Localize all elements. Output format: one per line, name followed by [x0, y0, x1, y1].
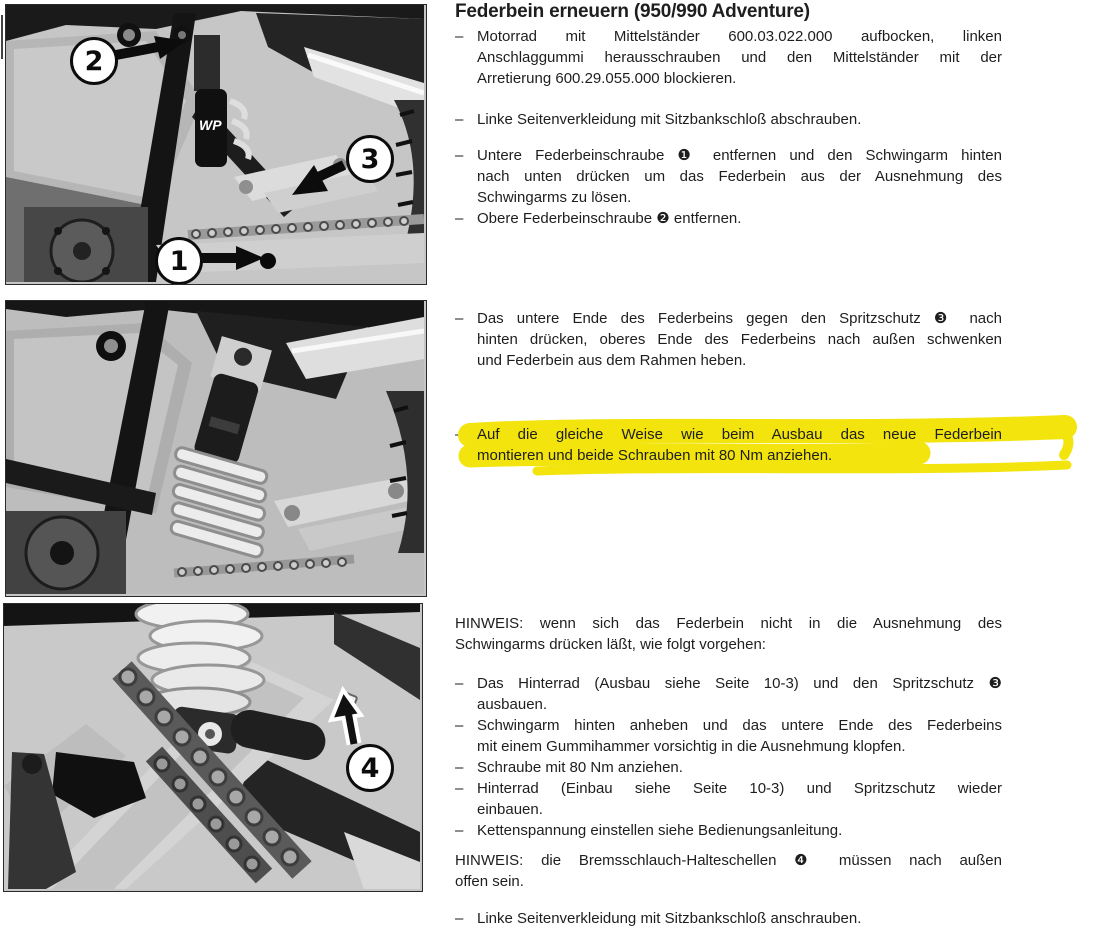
- paragraph-lines: [477, 424, 1002, 466]
- note-paragraph: [455, 850, 1002, 892]
- engine-cover: [24, 207, 148, 282]
- text-line: Linke Seitenverkleidung mit Sitzbankschloß anschrauben.: [477, 910, 862, 927]
- instruction-item: [455, 673, 1002, 715]
- photo-shock-removal: [5, 300, 427, 597]
- paragraph-lines: [477, 109, 1002, 130]
- paragraph-lines: [477, 820, 1002, 841]
- instruction-item: [455, 820, 1002, 841]
- note-paragraph: [455, 613, 1002, 655]
- bullet-dash: –: [455, 210, 464, 227]
- paragraph-lines: [477, 757, 1002, 778]
- bullet-dash: –: [455, 717, 464, 734]
- bullet-dash: –: [455, 822, 464, 839]
- callout-3: 3: [346, 135, 394, 183]
- photo-middle-scene: [6, 301, 424, 594]
- callout-1: 1: [155, 237, 203, 285]
- bullet-dash: –: [455, 111, 464, 128]
- instruction-item: [455, 308, 1002, 371]
- paragraph-lines: [477, 778, 1002, 820]
- instruction-item: [455, 757, 1002, 778]
- text-line: Schwingarm hinten anheben und das untere Ende des Federbeins: [477, 717, 1002, 734]
- text-line: Schraube mit 80 Nm anziehen.: [477, 759, 683, 776]
- instruction-list: [455, 26, 1002, 929]
- paragraph-lines: [477, 715, 1002, 757]
- text-line: Das Hinterrad (Ausbau siehe Seite 10-3) und den Spritzschutz ❸: [477, 675, 1002, 692]
- instruction-item: [455, 908, 1002, 929]
- text-line: Hinterrad (Einbau siehe Seite 10-3) und Spritzschutz wieder: [477, 780, 1002, 797]
- text-line: Motorrad mit Mittelständer 600.03.022.000 aufbocken, linken: [477, 28, 1002, 45]
- instruction-item: [455, 26, 1002, 89]
- photo-rear-shock-overview: [5, 4, 427, 285]
- highlighted-text-line: Auf die gleiche Weise wie beim Ausbau das neue Federbein: [477, 426, 1002, 443]
- instruction-item: [455, 424, 1002, 466]
- callout-4: 4: [346, 744, 394, 792]
- wp-logo: WP: [199, 117, 222, 133]
- text-line: mit einem Gummihammer vorsichtig in die Ausnehmung klopfen.: [477, 738, 906, 755]
- bullet-dash: –: [455, 910, 464, 927]
- bullet-dash: –: [455, 28, 464, 45]
- text-line: hinten drücken, oberes Ende des Federbeins nach außen schwenken: [477, 331, 1002, 348]
- text-line: Arretierung 600.29.055.000 blockieren.: [477, 70, 737, 87]
- instruction-item: [455, 145, 1002, 208]
- instruction-item: [455, 778, 1002, 820]
- instruction-item: [455, 715, 1002, 757]
- text-line: Das untere Ende des Federbeins gegen den Spritzschutz ❸ nach: [477, 310, 1002, 327]
- highlighted-text-line: montieren und beide Schrauben mit 80 Nm anziehen.: [477, 447, 833, 464]
- paragraph-lines: [477, 673, 1002, 715]
- text-line: Linke Seitenverkleidung mit Sitzbankschloß abschrauben.: [477, 111, 862, 128]
- bullet-dash: –: [455, 759, 464, 776]
- text-line: HINWEIS: wenn sich das Federbein nicht in die Ausnehmung des: [455, 615, 1002, 632]
- text-line: HINWEIS: die Bremsschlauch-Halteschellen ❹ müssen nach außen: [455, 852, 1002, 869]
- paragraph-lines: [477, 145, 1002, 208]
- paragraph-lines: [477, 26, 1002, 89]
- page-title: Federbein erneuern (950/990 Adventure): [455, 1, 810, 22]
- text-line: Schwingarms drücken läßt, wie folgt vorgehen:: [455, 636, 766, 653]
- lower-shock-bolt-hole: [260, 253, 276, 269]
- scan-artifact: [1, 15, 3, 59]
- text-line: offen sein.: [455, 873, 524, 890]
- text-line: Obere Federbeinschraube ❷ entfernen.: [477, 210, 742, 227]
- bullet-dash: –: [455, 426, 464, 443]
- bullet-dash: –: [455, 310, 464, 327]
- callout-2: 2: [70, 37, 118, 85]
- paragraph-lines: [477, 208, 1002, 229]
- instruction-item: [455, 109, 1002, 130]
- bullet-dash: –: [455, 147, 464, 164]
- text-line: einbauen.: [477, 801, 543, 818]
- photo-swingarm-underside: [3, 603, 423, 892]
- paragraph-lines: [455, 850, 1002, 892]
- text-line: nach unten drücken um das Federbein aus der Ausnehmung des: [477, 168, 1002, 185]
- paragraph-lines: [455, 613, 1002, 655]
- instruction-column: [455, 0, 1002, 929]
- text-line: und Federbein aus dem Rahmen heben.: [477, 352, 747, 369]
- text-line: Schwingarms zu lösen.: [477, 189, 632, 206]
- paragraph-lines: [477, 308, 1002, 371]
- text-line: Anschlaggummi herausschrauben und den Mittelständer mit der: [477, 49, 1002, 66]
- text-line: Untere Federbeinschraube ❶ entfernen und den Schwingarm hinten: [477, 147, 1002, 164]
- bullet-dash: –: [455, 780, 464, 797]
- engine-cover: [6, 511, 126, 594]
- upper-shock-bolt-center: [178, 31, 186, 39]
- paragraph-lines: [477, 908, 1002, 929]
- bullet-dash: –: [455, 675, 464, 692]
- text-line: ausbauen.: [477, 696, 548, 713]
- instruction-item: [455, 208, 1002, 229]
- text-line: Kettenspannung einstellen siehe Bedienungsanleitung.: [477, 822, 843, 839]
